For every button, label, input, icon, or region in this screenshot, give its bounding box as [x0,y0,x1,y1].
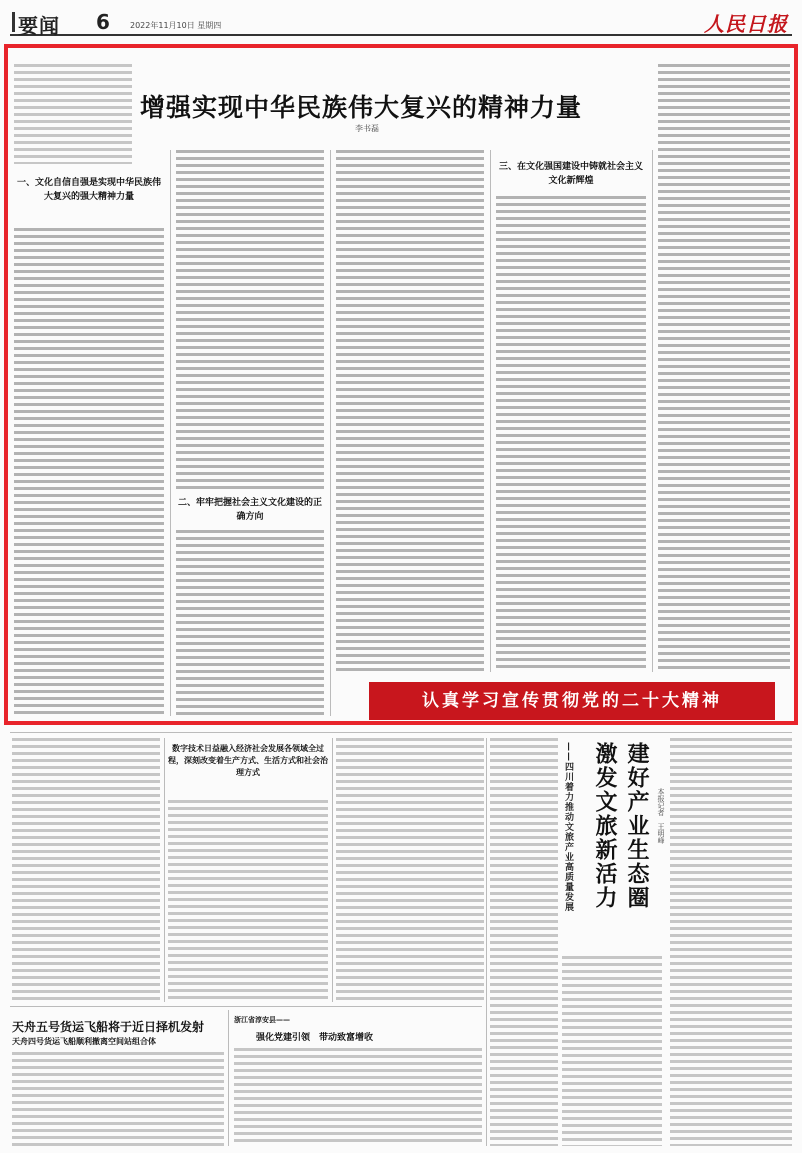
subhead-two: 二、牢牢把握社会主义文化建设的正确方向 [177,498,322,522]
article-byline: 李书磊 [355,124,379,133]
section-name: 要闻 [18,14,60,38]
lower-text-column-2 [168,800,328,1000]
article-column-3 [336,150,484,672]
column-rule [170,150,171,716]
article-column-4 [496,196,646,672]
publication-date: 2022年11月10日 星期四 [130,21,222,30]
section-bar [12,12,15,32]
column-rule [490,150,491,672]
campaign-banner: 认真学习宣传贯彻党的二十大精神 [369,682,775,720]
newspaper-logo: 人民日报 [704,12,788,36]
column-rule [330,150,331,716]
brief-headline: 数字技术日益融入经济社会发展各领域全过程，深刻改变着生产方式、生活方式和社会治理方式 [168,744,328,777]
story2-text [234,1048,482,1146]
feature2-text-column-1 [490,738,558,1146]
feature2-byline: 本报记者 王明峰 [657,788,665,844]
feature2-headline-a: 建好产业生态圈 [624,742,649,910]
article-column-1 [14,228,164,716]
article-column-2-top [176,150,324,490]
lower-text-column-1 [12,738,160,1000]
story2-headline: 强化党建引领 带动致富增收 [256,1033,374,1043]
story-subheadline: 天舟四号货运飞船顺利撤离空间站组合体 [12,1037,156,1046]
masthead [10,6,792,36]
section-divider [10,732,792,733]
story-headline: 天舟五号货运飞船将于近日择机发射 [12,1020,205,1034]
column-rule [332,738,333,1002]
lower-text-column-3 [336,738,484,1000]
feature2-text-column-2 [562,956,662,1146]
feature2-text-column-3 [670,738,792,1146]
article-title: 增强实现中华民族伟大复兴的精神力量 [140,93,583,122]
column-rule [652,150,653,672]
story-divider [10,1006,482,1007]
story-text [12,1052,224,1146]
article-column-2-bottom [176,530,324,716]
story2-kicker: 浙江省淳安县—— [234,1016,290,1024]
intro-text-column [14,64,132,164]
subhead-three: 三、在文化强国建设中铸就社会主义文化新辉煌 [498,162,643,186]
feature2-headline-b: 激发文旅新活力 [592,742,617,910]
subhead-one: 一、文化自信自强是实现中华民族伟大复兴的强大精神力量 [16,178,161,202]
page-number: 6 [96,10,110,34]
article-column-5 [658,64,790,672]
column-rule [164,738,165,1002]
column-rule [486,738,487,1146]
column-rule [228,1010,229,1146]
feature2-subheadline: ——四川着力推动文旅产业高质量发展 [563,742,573,912]
